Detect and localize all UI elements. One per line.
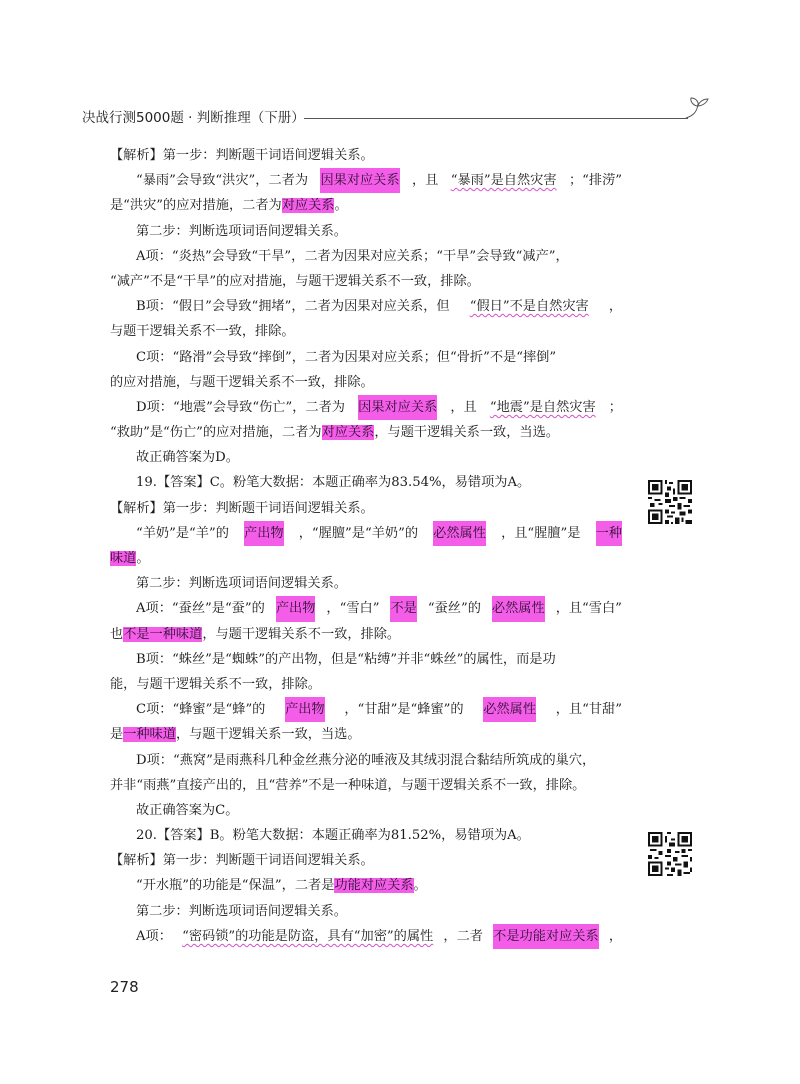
- text-segment: ，与题干逻辑关系一致，当选。: [374, 425, 559, 441]
- highlighted-phrase: 产出物: [285, 697, 325, 722]
- text-segment: 是: [110, 727, 124, 743]
- text-segment: 。: [413, 878, 427, 894]
- text-line: [110, 647, 622, 672]
- page-number: 278: [110, 978, 139, 996]
- text-segment: ，且“腥膻”是: [501, 525, 581, 541]
- highlighted-phrase: 味道: [110, 551, 137, 566]
- text-segment: ，“腥膻”是“羊奶”的: [298, 525, 419, 541]
- underlined-phrase: “暴雨”是自然灾害: [450, 173, 557, 189]
- text-line: [110, 697, 622, 722]
- highlighted-phrase: 一种味道: [123, 727, 176, 743]
- text-line: [110, 748, 622, 773]
- text-segment: ，与题干逻辑关系不一致，排除。: [202, 626, 401, 642]
- text-segment: “羊奶”是“羊”的: [136, 525, 229, 541]
- highlighted-phrase: 必然属性: [433, 521, 486, 546]
- text-segment: ，与题干逻辑关系一致，当选。: [175, 727, 361, 743]
- text-segment: ，: [608, 299, 622, 315]
- text-segment: A项：“蚕丝”是“蚕”的: [136, 601, 265, 617]
- highlighted-phrase: 因果对应关系: [320, 168, 399, 193]
- underlined-phrase: “密码锁”的功能是防盗，具有“加密”的属性: [182, 928, 434, 944]
- underlined-phrase: “地震”是自然灾害: [489, 399, 596, 415]
- highlighted-phrase: 必然属性: [483, 697, 536, 722]
- highlighted-phrase: 不是一种味道: [123, 626, 203, 642]
- highlighted-phrase: 对应关系: [281, 198, 335, 214]
- text-line: [110, 924, 622, 949]
- text-line: [110, 546, 622, 571]
- text-segment: 。: [136, 551, 150, 566]
- text-line: [110, 672, 622, 697]
- text-segment: ，且“雪白”: [555, 601, 622, 617]
- qr-code-icon: [648, 480, 692, 524]
- text-segment: 【解析】第一步：判断题干词语间逻辑关系。: [110, 500, 374, 516]
- text-line: [110, 899, 622, 924]
- text-segment: 19.【答案】C。粉笔大数据：本题正确率为83.54%，易错项为A。: [136, 475, 531, 491]
- text-segment: 也: [110, 626, 124, 642]
- text-segment: ，且: [411, 173, 439, 189]
- text-line: [110, 143, 622, 168]
- text-segment: “救助”是“伤亡”的应对措施，二者为: [110, 425, 322, 441]
- qr-code-q20[interactable]: [648, 832, 692, 876]
- qr-code-icon: [648, 832, 692, 876]
- text-line: [110, 168, 622, 193]
- text-segment: 【解析】第一步：判断题干词语间逻辑关系。: [110, 853, 374, 869]
- highlighted-phrase: 必然属性: [492, 596, 545, 621]
- text-segment: ，二者: [443, 928, 483, 944]
- highlighted-phrase: 一种: [596, 521, 622, 546]
- text-segment: ；“排涝”: [568, 173, 622, 189]
- text-line: [110, 722, 622, 747]
- highlighted-phrase: 不是功能对应关系: [493, 924, 599, 949]
- answer-explanation-body: [110, 143, 622, 949]
- text-line: [110, 420, 622, 445]
- text-segment: B项：“蛛丝”是“蜘蛛”的产出物，但是“粘缚”并非“蛛丝”的属性，而是功: [136, 651, 556, 667]
- text-line: [110, 873, 622, 898]
- text-line: [110, 193, 622, 218]
- text-segment: “开水瓶”的功能是“保温”，二者是: [136, 878, 335, 894]
- text-segment: 的应对措施，与题干逻辑关系不一致，排除。: [110, 374, 374, 390]
- text-segment: ；: [608, 399, 622, 415]
- text-line: [110, 470, 622, 495]
- text-line: [110, 269, 622, 294]
- text-line: [110, 370, 622, 395]
- highlighted-phrase: 功能对应关系: [334, 878, 414, 894]
- text-line: [110, 521, 622, 546]
- header-rule: [304, 118, 688, 119]
- text-segment: 故正确答案为D。: [136, 450, 239, 466]
- text-segment: “减产”不是“干旱”的应对措施，与题干逻辑关系不一致，排除。: [110, 273, 480, 289]
- text-line: [110, 345, 622, 370]
- text-line: [110, 596, 622, 621]
- text-segment: 。: [334, 198, 348, 214]
- text-segment: D项：“地震”会导致“伤亡”，二者为: [136, 399, 345, 415]
- text-segment: 20.【答案】B。粉笔大数据：本题正确率为81.52%，易错项为A。: [136, 828, 530, 844]
- text-line: [110, 395, 622, 420]
- text-segment: 与题干逻辑关系不一致，排除。: [110, 324, 295, 340]
- text-segment: 第二步：判断选项词语间逻辑关系。: [136, 903, 347, 919]
- text-segment: 故正确答案为C。: [136, 802, 239, 818]
- text-segment: ，“雪白”: [326, 601, 380, 617]
- highlighted-phrase: 因果对应关系: [358, 395, 437, 420]
- qr-code-q19[interactable]: [648, 480, 692, 524]
- text-line: [110, 622, 622, 647]
- leaf-icon: [684, 96, 712, 120]
- text-line: [110, 445, 622, 470]
- text-line: [110, 798, 622, 823]
- text-segment: 第二步：判断选项词语间逻辑关系。: [136, 576, 347, 592]
- text-segment: 【解析】第一步：判断题干词语间逻辑关系。: [110, 148, 374, 163]
- text-segment: A项：: [136, 928, 172, 944]
- text-line: [110, 773, 622, 798]
- text-segment: ，且: [450, 399, 477, 415]
- text-segment: ，且“甘甜”: [555, 702, 622, 718]
- header-title: 决战行测5000题 · 判断推理（下册）: [82, 110, 305, 126]
- highlighted-phrase: 产出物: [244, 521, 284, 546]
- highlighted-phrase: 对应关系: [321, 425, 375, 441]
- highlighted-phrase: 不是: [390, 596, 416, 621]
- running-header: [82, 106, 722, 128]
- text-segment: ，: [608, 928, 622, 944]
- underlined-phrase: “假日”不是自然灾害: [469, 299, 589, 315]
- text-segment: ，“甘甜”是“蜂蜜”的: [344, 702, 464, 718]
- text-segment: B项：“假日”会导致“拥堵”，二者为因果对应关系，但: [136, 299, 450, 315]
- text-segment: 能，与题干逻辑关系不一致，排除。: [110, 676, 321, 692]
- text-line: [110, 496, 622, 521]
- text-segment: 第二步：判断选项词语间逻辑关系。: [136, 223, 347, 239]
- text-segment: “暴雨”会导致“洪灾”，二者为: [136, 173, 309, 189]
- text-segment: 并非“雨燕”直接产出的，且“营养”不是一种味道，与题干逻辑关系不一致，排除。: [110, 777, 586, 793]
- text-segment: C项：“路滑”会导致“摔倒”，二者为因果对应关系；但“骨折”不是“摔倒”: [136, 349, 557, 365]
- text-segment: “蚕丝”的: [427, 601, 481, 617]
- text-segment: A项：“炎热”会导致“干旱”，二者为因果对应关系；“干旱”会导致“减产”，: [136, 248, 569, 264]
- text-line: [110, 571, 622, 596]
- text-line: [110, 219, 622, 244]
- highlighted-phrase: 产出物: [276, 596, 316, 621]
- text-line: [110, 294, 622, 319]
- text-line: [110, 319, 622, 344]
- text-segment: C项：“蜂蜜”是“蜂”的: [136, 702, 266, 718]
- text-line: [110, 823, 622, 848]
- text-line: [110, 848, 622, 873]
- text-segment: 是“洪灾”的应对措施，二者为: [110, 198, 282, 214]
- text-segment: D项：“燕窝”是雨燕科几种金丝燕分泌的唾液及其绒羽混合黏结所筑成的巢穴，: [136, 752, 596, 768]
- text-line: [110, 244, 622, 269]
